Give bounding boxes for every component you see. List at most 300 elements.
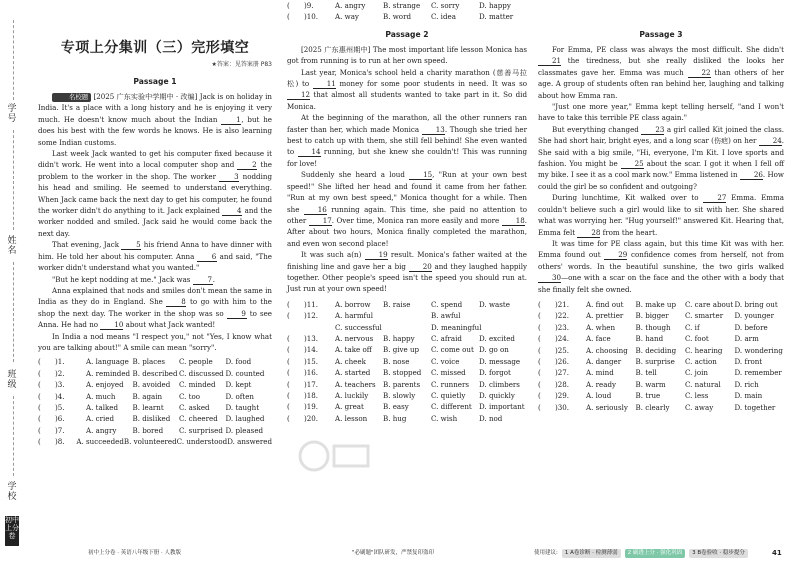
footer-copyright: "必刷题"团队研发，严禁复印盗印 bbox=[352, 550, 435, 556]
option-row bbox=[538, 356, 784, 367]
choice-option[interactable]: B. deciding bbox=[635, 345, 677, 355]
choice-option[interactable]: C. foot bbox=[685, 334, 709, 344]
text-run: "Just one more year," Emma kept telling herself, "and I won't have to take this terrible PE class again." bbox=[538, 102, 784, 123]
usage-label: 使用建议: bbox=[534, 550, 558, 556]
blank-24: 24 bbox=[759, 136, 782, 146]
blank-15: 15 bbox=[409, 170, 432, 180]
text-run: In India a nod means "I respect you," not "Yes, I know what you are talking about!" A smile can mean "sorry". bbox=[38, 331, 272, 352]
choice-option[interactable]: B. disliked bbox=[132, 414, 171, 424]
paragraph bbox=[38, 331, 272, 354]
option-row bbox=[287, 367, 527, 378]
option-row bbox=[538, 299, 784, 310]
paragraph bbox=[538, 124, 784, 192]
blank-16: 16 bbox=[304, 205, 327, 215]
text-run: . She said with a big smile, "Hi, everyone, I'm Kit. I love sports and fashion. You might be bbox=[538, 136, 784, 169]
question-number[interactable]: ( )30. bbox=[538, 402, 570, 412]
question-number[interactable]: ( )11. bbox=[287, 299, 319, 309]
choice-option[interactable]: A. mind bbox=[586, 368, 614, 378]
choice-option[interactable]: C. hearing bbox=[685, 345, 723, 355]
choice-option[interactable]: B. bored bbox=[132, 425, 164, 435]
option-row bbox=[287, 310, 527, 321]
choice-option[interactable]: A. cried bbox=[86, 414, 115, 424]
choice-option[interactable]: D. remember bbox=[734, 368, 782, 378]
text-run: Emma. Emma couldn't believe such a girl would like to sit with her. She shared what was worrying her. "Hug yourself!" answered Kit. Hearing that, Emma felt bbox=[538, 193, 784, 237]
choice-option[interactable]: B. learnt bbox=[132, 402, 164, 412]
choice-option[interactable]: B. volunteered bbox=[123, 437, 177, 447]
paragraph bbox=[38, 239, 272, 273]
text-run: . After about two hours, Monica finally completed the marathon, and even won second place! bbox=[287, 215, 527, 248]
choice-option[interactable]: C. asked bbox=[179, 402, 210, 412]
paragraph bbox=[538, 238, 784, 295]
question-number[interactable]: ( )24. bbox=[538, 334, 570, 344]
option-row bbox=[538, 345, 784, 356]
option-row bbox=[287, 299, 527, 310]
text-run: and the worker nodded and smiled. Jack said he would come back the next day. bbox=[38, 206, 272, 238]
choice-option[interactable]: D. matter bbox=[479, 12, 514, 22]
text-run: [2025 广东实验中学期中 · 改编] Jack is on holiday in India. It's a place with a long history and he is enjoying it very much. He doesn't know much about the Indian bbox=[38, 92, 272, 124]
choice-option[interactable]: B. awful bbox=[431, 311, 461, 321]
usage-step-2: 2 刷透上分 · 强化巩固 bbox=[625, 549, 686, 558]
choice-option[interactable]: C. afraid bbox=[431, 333, 462, 343]
choice-option[interactable]: A. nervous bbox=[335, 333, 374, 343]
question-number[interactable]: ( )15. bbox=[287, 356, 319, 366]
choice-option[interactable]: B. again bbox=[132, 391, 163, 401]
option-row bbox=[538, 390, 784, 401]
column-middle bbox=[287, 0, 527, 424]
blank-12: 12 bbox=[287, 90, 310, 100]
student-id-label: 学号 bbox=[7, 104, 17, 124]
choice-option[interactable]: C. spend bbox=[431, 299, 463, 309]
blank-9: 9 bbox=[227, 309, 247, 319]
choice-option[interactable]: D. waste bbox=[479, 299, 510, 309]
choice-option[interactable]: D. often bbox=[225, 391, 254, 401]
text-run: It was such a(n) bbox=[301, 250, 365, 260]
choice-option[interactable]: C. runners bbox=[431, 379, 470, 389]
choice-option[interactable]: C. voice bbox=[431, 356, 460, 366]
passage-3-options bbox=[538, 299, 784, 413]
choice-option[interactable]: D. counted bbox=[225, 368, 265, 378]
choice-option[interactable]: D. nod bbox=[479, 413, 503, 423]
blank-7: 7 bbox=[193, 275, 213, 285]
blank-1: 1 bbox=[221, 115, 241, 125]
choice-option[interactable]: C. understood bbox=[176, 437, 228, 447]
choice-option[interactable]: C. care about bbox=[685, 299, 734, 309]
text-run: . Though she tried her best to catch up with them, she still fell behind! She even wanted to bbox=[287, 124, 527, 157]
text-run: Last week Jack wanted to get his computer fixed because it didn't work. He went into a local computer shop and bbox=[38, 149, 272, 170]
choice-option[interactable]: D. main bbox=[734, 391, 763, 401]
option-row bbox=[38, 436, 272, 447]
text-run: and they laughed happily together. Other people's speed isn't the speed you should run at. Just run at your own speed! bbox=[287, 261, 527, 294]
choice-option[interactable]: A. talked bbox=[86, 402, 119, 412]
choice-option[interactable]: A. prettier bbox=[586, 311, 624, 321]
choice-option[interactable]: D. younger bbox=[734, 311, 774, 321]
choice-option[interactable]: B. word bbox=[383, 12, 411, 22]
choice-option[interactable]: C. sorry bbox=[431, 1, 460, 10]
question-number[interactable]: ( )17. bbox=[287, 379, 319, 389]
choice-option[interactable]: B. nose bbox=[383, 356, 410, 366]
choice-option[interactable]: C. join bbox=[685, 368, 708, 378]
text-run: to go with him to the shop the next day. The worker in the shop was so bbox=[38, 297, 272, 318]
paragraph bbox=[287, 67, 527, 113]
text-run: But everything changed bbox=[552, 124, 642, 134]
text-run: During lunchtime, Kit walked over to bbox=[552, 193, 704, 203]
choice-option[interactable]: C. too bbox=[179, 391, 201, 401]
question-number[interactable]: ( )19. bbox=[287, 402, 319, 412]
choice-option[interactable]: A. choosing bbox=[586, 345, 628, 355]
watermark-logo bbox=[294, 436, 374, 476]
question-number[interactable]: ( )1. bbox=[38, 357, 65, 367]
choice-option[interactable]: B. raise bbox=[383, 299, 411, 309]
question-number[interactable]: ( )23. bbox=[538, 322, 570, 332]
question-number[interactable]: ( )20. bbox=[287, 413, 319, 423]
passage-1-options bbox=[38, 356, 272, 447]
passage-3-title: Passage 3 bbox=[639, 30, 683, 39]
choice-option[interactable]: B. surprise bbox=[635, 356, 675, 366]
margin-dash-line bbox=[13, 262, 14, 362]
paragraph bbox=[538, 44, 784, 101]
text-run: confidence comes from herself, not from others' words. In the beautiful sunshine, the two girls walked bbox=[538, 250, 784, 271]
column-left bbox=[38, 0, 272, 448]
blank-3: 3 bbox=[219, 172, 239, 182]
choice-option[interactable]: B. hug bbox=[383, 413, 407, 423]
choice-option[interactable]: C. people bbox=[179, 357, 213, 367]
choice-option[interactable]: B. tell bbox=[635, 368, 657, 378]
choice-option[interactable]: A. loud bbox=[586, 391, 612, 401]
choice-option[interactable]: C. less bbox=[685, 391, 709, 401]
choice-option[interactable]: A. cheek bbox=[335, 356, 366, 366]
choice-option[interactable]: A. find out bbox=[586, 299, 624, 309]
option-row bbox=[287, 0, 527, 11]
blank-2: 2 bbox=[237, 160, 257, 170]
option-row-continued bbox=[287, 322, 527, 333]
choice-option[interactable]: D. food bbox=[225, 357, 252, 367]
choice-option[interactable]: B. make up bbox=[635, 299, 677, 309]
choice-option[interactable]: D. before bbox=[734, 322, 768, 332]
question-number[interactable]: ( )29. bbox=[538, 391, 570, 401]
choice-option[interactable]: C. surprised bbox=[179, 425, 223, 435]
text-run: Last year, Monica's school held a charity marathon (慈善马拉松) to bbox=[287, 67, 527, 89]
blank-28: 28 bbox=[577, 228, 600, 238]
usage-step-1: 1 A卷诊断 · 检测薄弱 bbox=[562, 549, 621, 558]
passage-2-options bbox=[287, 299, 527, 424]
famous-school-badge: 名校题 bbox=[52, 93, 91, 102]
blank-23: 23 bbox=[641, 125, 664, 135]
choice-option[interactable]: B. described bbox=[132, 368, 178, 378]
margin-dash-line bbox=[13, 396, 14, 476]
text-run: . How could the girl be so confident and outgoing? bbox=[538, 170, 784, 191]
blank-20: 20 bbox=[409, 262, 432, 272]
text-run: It was time for PE class again, but this time Kit was with her. Emma found out bbox=[538, 238, 784, 260]
answer-reference: ★答案：见答案册 P83 bbox=[211, 61, 272, 68]
text-run: At the beginning of the marathon, all the other runners ran faster than her, which made Monica bbox=[287, 113, 527, 134]
paragraph bbox=[38, 274, 272, 285]
choice-option[interactable]: D. arm bbox=[734, 334, 759, 344]
option-row bbox=[38, 379, 272, 390]
text-run: result. Monica's father waited at the finishing line and gave her a big bbox=[287, 250, 527, 271]
choice-option[interactable]: D. answered bbox=[227, 437, 272, 447]
text-run: running, but she knew she couldn't! This was running for love! bbox=[287, 147, 527, 168]
choice-option[interactable]: D. rich bbox=[734, 379, 759, 389]
page-title: 专项上分集训（三）完形填空 bbox=[60, 40, 250, 56]
paragraph bbox=[38, 91, 272, 148]
question-number[interactable]: ( )22. bbox=[538, 311, 570, 321]
text-run: . Over time, Monica ran more easily and more bbox=[331, 215, 502, 225]
choice-option[interactable]: B. strange bbox=[383, 1, 421, 10]
choice-option[interactable]: D. meaningful bbox=[431, 322, 482, 332]
choice-option[interactable]: B. bigger bbox=[635, 311, 669, 321]
choice-option[interactable]: A. danger bbox=[586, 356, 622, 366]
usage-suggestion bbox=[534, 544, 748, 562]
choice-option[interactable]: A. great bbox=[335, 402, 364, 412]
option-row bbox=[287, 390, 527, 401]
choice-option[interactable]: A. angry bbox=[86, 425, 117, 435]
paragraph bbox=[287, 44, 527, 67]
option-row bbox=[287, 401, 527, 412]
option-row bbox=[38, 402, 272, 413]
blank-11: 11 bbox=[313, 79, 336, 89]
choice-option[interactable]: B. though bbox=[635, 322, 671, 332]
choice-option[interactable]: C. away bbox=[685, 402, 714, 412]
page-number: 41 bbox=[772, 549, 782, 557]
question-number[interactable]: ( )21. bbox=[538, 299, 570, 309]
text-run: running again. This time, she paid no attention to other bbox=[287, 204, 527, 225]
choice-option[interactable]: A. way bbox=[335, 12, 359, 22]
option-row bbox=[287, 11, 527, 22]
question-number[interactable]: ( )12. bbox=[287, 311, 319, 321]
text-run: Anna explained that nods and smiles don't mean the same in India as they do in England. She bbox=[38, 285, 272, 307]
choice-option[interactable]: B. true bbox=[635, 391, 661, 401]
choice-option[interactable]: C. idea bbox=[431, 12, 456, 22]
option-row bbox=[38, 356, 272, 367]
paragraph bbox=[538, 101, 784, 124]
choice-option[interactable]: D. forgot bbox=[479, 368, 511, 378]
question-number[interactable]: ( )26. bbox=[538, 356, 570, 366]
choice-option[interactable]: A. when bbox=[586, 322, 616, 332]
question-number[interactable]: ( )5. bbox=[38, 402, 65, 412]
option-row bbox=[287, 379, 527, 390]
option-row bbox=[287, 413, 527, 424]
option-row bbox=[538, 322, 784, 333]
option-row bbox=[538, 310, 784, 321]
column-right bbox=[538, 0, 784, 413]
option-row bbox=[38, 413, 272, 424]
text-run: about what Jack wanted! bbox=[123, 320, 216, 330]
paragraph bbox=[38, 285, 272, 331]
question-number[interactable]: ( )9. bbox=[287, 1, 314, 10]
choice-option[interactable]: D. message bbox=[479, 356, 521, 366]
blank-14: 14 bbox=[298, 147, 321, 157]
question-number[interactable]: ( )27. bbox=[538, 368, 570, 378]
choice-option[interactable]: A. seriously bbox=[586, 402, 628, 412]
choice-option[interactable]: B. easy bbox=[383, 402, 409, 412]
choice-option[interactable]: B. warm bbox=[635, 379, 666, 389]
choice-option[interactable]: C. different bbox=[431, 402, 472, 412]
blank-22: 22 bbox=[688, 68, 711, 78]
choice-option[interactable]: D. bring out bbox=[734, 299, 778, 309]
passage-3-text bbox=[538, 44, 784, 295]
blank-4: 4 bbox=[222, 206, 242, 216]
blank-17: 17 bbox=[309, 216, 332, 226]
school-label: 学校 bbox=[7, 482, 17, 502]
blank-26: 26 bbox=[740, 170, 763, 180]
paragraph bbox=[287, 112, 527, 169]
blank-8: 8 bbox=[166, 297, 186, 307]
passage-1-title: Passage 1 bbox=[133, 77, 177, 86]
binding-margin bbox=[0, 0, 26, 566]
text-run: the tiredness, but she really disliked the looks her classmates gave her. Emma was much bbox=[538, 56, 784, 77]
margin-dash-line bbox=[13, 130, 14, 230]
paragraph bbox=[287, 249, 527, 295]
choice-option[interactable]: C. come out bbox=[431, 345, 474, 355]
passage-2-title: Passage 2 bbox=[385, 29, 429, 39]
choice-option[interactable]: B. give up bbox=[383, 345, 420, 355]
choice-option[interactable]: A. borrow bbox=[335, 299, 371, 309]
passage-1-text bbox=[38, 91, 272, 353]
choice-option[interactable]: C. action bbox=[685, 356, 717, 366]
text-run: , "Run at your own best speed!" She lifted her head and found it came from her father. "Run at my own best speed," Monica thought for a while. Then she bbox=[287, 170, 527, 214]
choice-option[interactable]: B. slowly bbox=[383, 391, 416, 400]
option-row bbox=[538, 402, 784, 413]
choice-option[interactable]: D. important bbox=[479, 402, 525, 412]
blank-13: 13 bbox=[422, 125, 445, 135]
text-run: that almost all students wanted to take part in it. So did Monica. bbox=[287, 90, 527, 111]
text-run: That evening, Jack bbox=[52, 240, 122, 250]
question-number[interactable]: ( )4. bbox=[38, 391, 65, 401]
choice-option[interactable]: D. happy bbox=[479, 1, 511, 10]
text-run: , but he does his best with the few words he knows. He is also learning some Indian customs. bbox=[38, 114, 272, 147]
footer-book-info: 初中上分卷 · 英语八年级下册 · 人教版 bbox=[88, 550, 181, 556]
text-run: a girl called Kit joined the class. She had short hair, bright eyes, and a long scar (伤疤) on her bbox=[538, 124, 784, 146]
name-label: 姓名 bbox=[7, 236, 17, 256]
choice-option[interactable]: D. together bbox=[734, 402, 776, 412]
choice-option[interactable]: B. clearly bbox=[635, 402, 670, 412]
question-number[interactable]: ( )16. bbox=[287, 368, 319, 378]
choice-option[interactable]: A. much bbox=[86, 391, 116, 401]
text-run: —one with a scar on the face and the other with a body that she finally felt she owned. bbox=[538, 273, 784, 294]
choice-option[interactable]: A. language bbox=[86, 357, 129, 367]
page-footer bbox=[0, 544, 800, 562]
choice-option[interactable]: A. face bbox=[586, 334, 611, 344]
text-run: from the heart. bbox=[600, 227, 658, 237]
question-number[interactable]: ( )14. bbox=[287, 345, 319, 355]
choice-option[interactable]: C. smarter bbox=[685, 311, 724, 321]
choice-option[interactable]: A. started bbox=[335, 368, 371, 378]
choice-option[interactable]: D. kept bbox=[225, 380, 252, 390]
question-number[interactable]: ( )25. bbox=[538, 345, 570, 355]
choice-option[interactable]: C. if bbox=[685, 322, 700, 332]
question-number[interactable]: ( )6. bbox=[38, 414, 65, 424]
option-row bbox=[287, 333, 527, 344]
choice-option[interactable]: B. parents bbox=[383, 379, 421, 389]
choice-option[interactable]: D. excited bbox=[479, 333, 515, 343]
text-run: For Emma, PE class was always the most difficult. She didn't bbox=[552, 45, 784, 54]
choice-option[interactable]: C. successful bbox=[335, 322, 382, 332]
blank-10: 10 bbox=[100, 320, 123, 330]
text-run: [2025 广东惠州期中] The most important life lesson Monica has got from running is to run at her own speed. bbox=[287, 44, 527, 66]
choice-option[interactable]: B. places bbox=[132, 357, 166, 367]
choice-option[interactable]: D. front bbox=[734, 356, 763, 366]
question-number[interactable]: ( )3. bbox=[38, 380, 65, 390]
paragraph bbox=[38, 148, 272, 239]
blank-18: 18 bbox=[502, 216, 525, 226]
choice-option[interactable]: D. climbers bbox=[479, 379, 520, 389]
blank-5: 5 bbox=[121, 240, 141, 250]
text-run: Suddenly she heard a loud bbox=[301, 170, 410, 180]
question-number[interactable]: ( )18. bbox=[287, 391, 319, 400]
choice-option[interactable]: C. quietly bbox=[431, 391, 466, 400]
choice-option[interactable]: A. succeeded bbox=[76, 437, 124, 447]
text-run: . bbox=[212, 274, 215, 284]
choice-option[interactable]: B. hand bbox=[635, 334, 664, 344]
choice-option[interactable]: A. luckily bbox=[335, 391, 369, 400]
blank-30: 30 bbox=[538, 273, 561, 283]
choice-option[interactable]: A. take off bbox=[335, 345, 372, 355]
choice-option[interactable]: C. minded bbox=[179, 380, 216, 390]
choice-option[interactable]: D. wondering bbox=[734, 345, 783, 355]
class-label: 班级 bbox=[7, 370, 17, 390]
blank-27: 27 bbox=[703, 193, 726, 203]
question-number[interactable]: ( )7. bbox=[38, 425, 65, 435]
choice-option[interactable]: A. enjoyed bbox=[86, 380, 124, 390]
choice-option[interactable]: C. missed bbox=[431, 368, 466, 378]
blank-6: 6 bbox=[197, 252, 217, 262]
choice-option[interactable]: D. go on bbox=[479, 345, 509, 355]
option-row bbox=[38, 425, 272, 436]
text-run: his friend Anna to have dinner with him. He told her about his computer. Anna bbox=[38, 240, 272, 261]
blank-29: 29 bbox=[604, 250, 627, 260]
series-tag: 初中上分卷 bbox=[5, 516, 19, 546]
option-row bbox=[538, 333, 784, 344]
choice-option[interactable]: C. wish bbox=[431, 413, 458, 423]
question-number[interactable]: ( )2. bbox=[38, 368, 65, 378]
text-run: the problem to the worker in the shop. The worker bbox=[38, 160, 272, 181]
margin-dash-line bbox=[13, 20, 14, 100]
choice-option[interactable]: D. taught bbox=[225, 402, 260, 412]
choice-option[interactable]: C. natural bbox=[685, 379, 721, 389]
question-number[interactable]: ( )8. bbox=[38, 437, 65, 447]
blank-21: 21 bbox=[538, 56, 561, 66]
choice-option[interactable]: B. stopped bbox=[383, 368, 422, 378]
choice-option[interactable]: A. teachers bbox=[335, 379, 376, 389]
question-number[interactable]: ( )13. bbox=[287, 333, 319, 343]
choice-option[interactable]: C. cheered bbox=[179, 414, 218, 424]
choice-option[interactable]: C. discussed bbox=[179, 368, 224, 378]
text-run: nodding his head and smiling. He seemed to understand everything. When Jack came back the next day to get his computer, he found the worker didn't do anything to it. Jack explained bbox=[38, 171, 272, 216]
choice-option[interactable]: A. lesson bbox=[335, 413, 368, 423]
text-run: money for some poor students in need. It was so bbox=[335, 79, 527, 89]
question-number[interactable]: ( )10. bbox=[287, 12, 319, 22]
passage-2-text bbox=[287, 44, 527, 295]
choice-option[interactable]: B. avoided bbox=[132, 380, 171, 390]
passage-1-options-continued bbox=[287, 0, 527, 23]
text-run: to see Anna. He had no bbox=[38, 308, 272, 330]
text-run: about the scar. I got it when I fell off my bike. I see it as a cool mark now." Emma listened in bbox=[538, 159, 784, 180]
choice-option[interactable]: B. happy bbox=[383, 333, 415, 343]
text-run: "But he kept nodding at me." Jack was bbox=[52, 274, 193, 284]
blank-25: 25 bbox=[621, 159, 644, 169]
choice-option[interactable]: A. reminded bbox=[86, 368, 131, 378]
option-row bbox=[38, 391, 272, 402]
choice-option[interactable]: A. harmful bbox=[335, 311, 374, 321]
option-row bbox=[38, 368, 272, 379]
text-run: and said, "The worker didn't understand what you wanted." bbox=[38, 251, 272, 273]
choice-option[interactable]: A. angry bbox=[335, 1, 366, 10]
choice-option[interactable]: D. quickly bbox=[479, 391, 515, 400]
choice-option[interactable]: D. pleased bbox=[225, 425, 264, 435]
choice-option[interactable]: D. laughed bbox=[225, 414, 265, 424]
choice-option[interactable]: A. ready bbox=[586, 379, 616, 389]
question-number[interactable]: ( )28. bbox=[538, 379, 570, 389]
